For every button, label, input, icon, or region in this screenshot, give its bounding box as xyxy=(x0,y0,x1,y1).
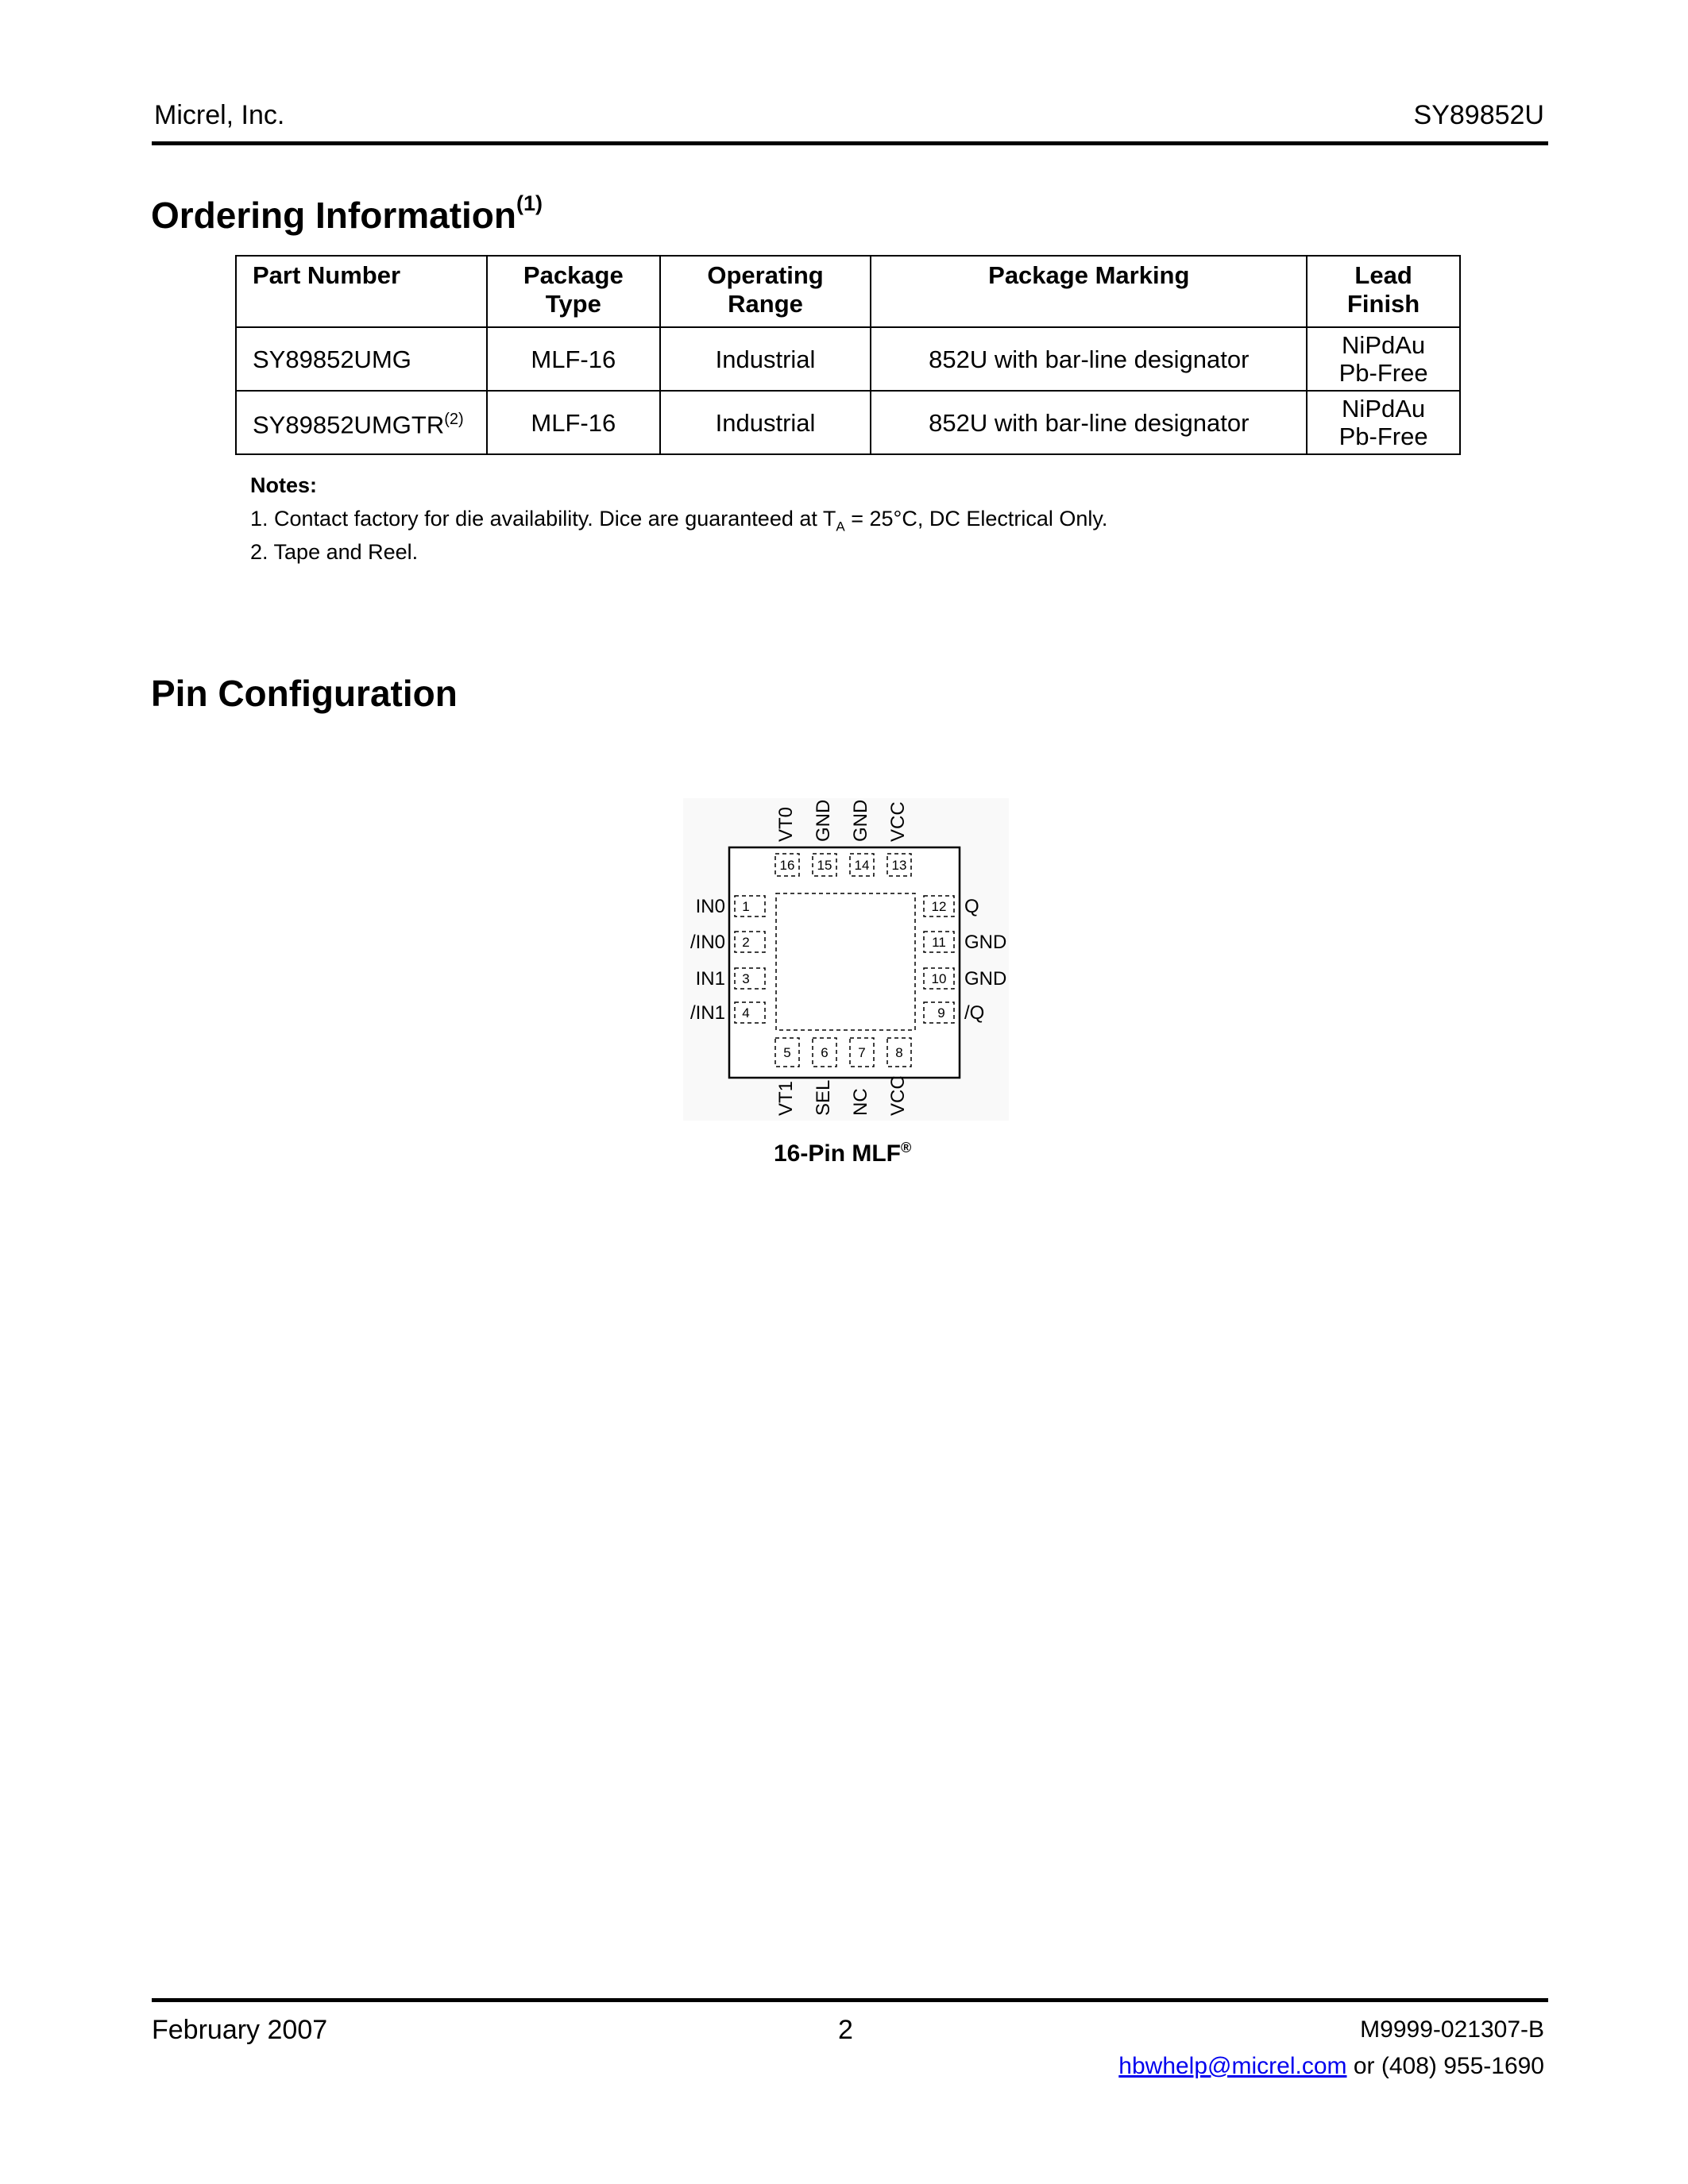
cell-marking: 852U with bar-line designator xyxy=(871,391,1307,454)
svg-text:13: 13 xyxy=(891,858,907,873)
svg-text:GND: GND xyxy=(850,799,871,842)
doc-number: M9999-021307-B xyxy=(1360,2016,1544,2043)
svg-text:GND: GND xyxy=(964,932,1007,953)
package-body xyxy=(729,847,960,1078)
note-2: 2. Tape and Reel. xyxy=(250,540,419,564)
svg-text:GND: GND xyxy=(964,968,1007,990)
svg-text:/IN1: /IN1 xyxy=(689,1002,725,1024)
svg-text:15: 15 xyxy=(817,858,832,873)
page-header xyxy=(152,97,1548,145)
cell-finish: NiPdAu Pb-Free xyxy=(1307,391,1460,454)
pin-10 xyxy=(924,968,1006,990)
footer-date: February 2007 xyxy=(152,2015,328,2045)
email-link[interactable]: hbwhelp@micrel.com xyxy=(1118,2053,1347,2079)
svg-text:12: 12 xyxy=(931,899,947,914)
cell-part-number: SY89852UMGTR$^{(2)}$ xyxy=(236,391,487,454)
cell-range: Industrial xyxy=(660,327,871,391)
ordering-info-heading: Ordering Information$^{(1)}$ xyxy=(151,191,543,236)
svg-text:VCC: VCC xyxy=(887,1075,909,1116)
ordering-notes xyxy=(250,473,1107,573)
phone-number: or (408) 955-1690 xyxy=(1346,2053,1544,2079)
part-footnote: (2) xyxy=(444,411,464,429)
col-header: Operating Range xyxy=(660,256,871,327)
svg-text:4: 4 xyxy=(742,1005,750,1021)
ordering-table xyxy=(235,255,1461,455)
pin-config-heading: Pin Configuration xyxy=(151,673,458,714)
notes-title: Notes: xyxy=(250,473,318,497)
svg-text:/IN0: /IN0 xyxy=(689,932,725,953)
svg-text:9: 9 xyxy=(937,1005,945,1021)
table-header-row xyxy=(236,256,1460,327)
svg-text:14: 14 xyxy=(854,858,870,873)
col-header: Package Type xyxy=(487,256,660,327)
pin-diagram xyxy=(683,798,1009,1121)
svg-text:IN1: IN1 xyxy=(695,968,725,990)
svg-text:SEL: SEL xyxy=(813,1079,834,1116)
diagram-caption: 16-Pin MLF® xyxy=(774,1140,912,1167)
cell-part-number: SY89852UMG xyxy=(236,327,487,391)
table-row xyxy=(236,391,1460,454)
cell-package: MLF-16 xyxy=(487,391,660,454)
page-footer xyxy=(152,1998,1548,2079)
svg-text:NC: NC xyxy=(850,1088,871,1116)
svg-text:7: 7 xyxy=(858,1045,866,1060)
svg-text:/Q: /Q xyxy=(964,1002,985,1024)
svg-text:5: 5 xyxy=(783,1045,791,1060)
cell-finish: NiPdAu Pb-Free xyxy=(1307,327,1460,391)
note-1: 1. Contact factory for die availability. Dice are guaranteed at $T_A = 25^\circ C$, DC Electrical Only. xyxy=(250,507,1108,534)
cell-range: Industrial xyxy=(660,391,871,454)
svg-text:VT1: VT1 xyxy=(775,1080,797,1116)
svg-text:VT0: VT0 xyxy=(775,806,797,842)
cell-marking: 852U with bar-line designator xyxy=(871,327,1307,391)
svg-text:10: 10 xyxy=(931,971,947,986)
table-row xyxy=(236,327,1460,391)
col-header: Lead Finish xyxy=(1307,256,1460,327)
col-header: Part Number xyxy=(236,256,487,327)
svg-text:8: 8 xyxy=(895,1045,903,1060)
page-number: 2 xyxy=(838,2015,853,2045)
svg-text:GND: GND xyxy=(813,799,834,842)
svg-text:Q: Q xyxy=(964,896,979,917)
header-part-number: SY89852U xyxy=(1413,100,1544,130)
svg-text:VCC: VCC xyxy=(887,801,909,842)
footer-contact xyxy=(1118,2053,1544,2080)
svg-text:16: 16 xyxy=(779,858,795,873)
ordering-heading-footnote: (1) xyxy=(516,191,543,215)
svg-text:IN0: IN0 xyxy=(695,896,725,917)
col-header: Package Marking xyxy=(871,256,1307,327)
cell-package: MLF-16 xyxy=(487,327,660,391)
svg-text:1: 1 xyxy=(742,899,750,914)
registered-mark: ® xyxy=(901,1140,912,1156)
header-company: Micrel, Inc. xyxy=(154,100,285,130)
svg-text:2: 2 xyxy=(742,935,750,950)
svg-text:11: 11 xyxy=(932,935,946,950)
svg-text:3: 3 xyxy=(742,971,750,986)
svg-text:6: 6 xyxy=(821,1045,829,1060)
pin-11 xyxy=(924,932,1006,953)
